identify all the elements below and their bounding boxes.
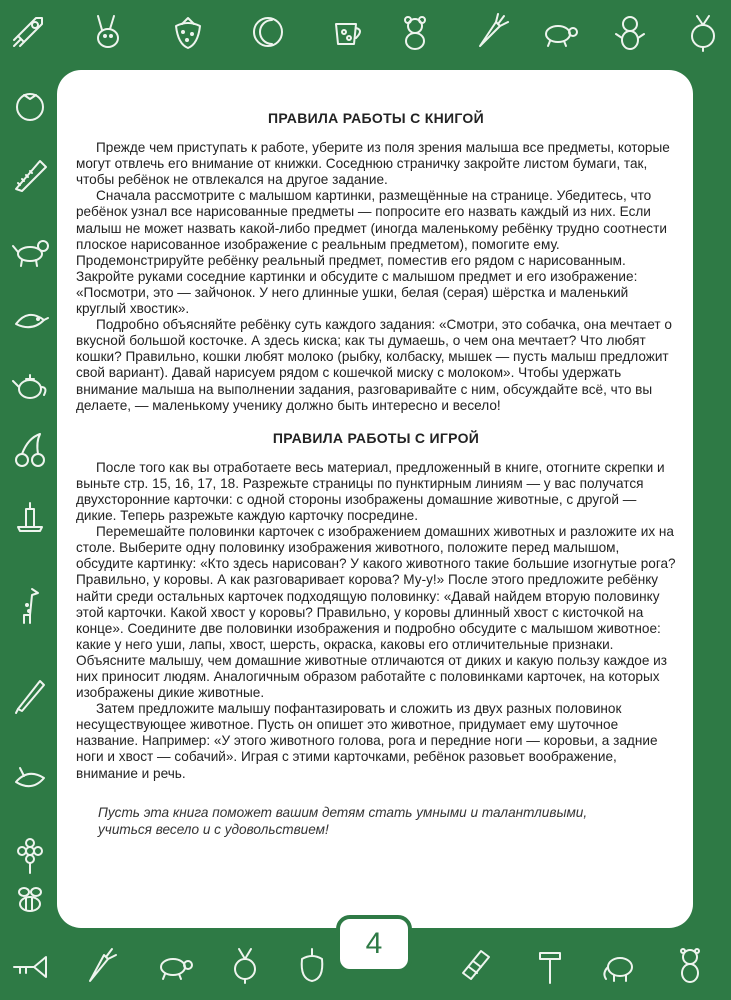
book-rules-paragraph: Сначала рассмотрите с малышом картинки, размещённые на странице. Убедитесь, что ребёнок узнал все нарисованные предметы — попросите его назвать каждый из них. Если малыш не может назвать какой-либо предмет (иногда маленькому ребёнку трудно соотнести плоское нарисованное изображение с реальным предметом), помогите ему. Продемонстрируйте ребёнку реальный предмет, поместив его рядом с нарисованным. Закройте руками соседние картинки и обсудите с малышом предмет и его изображение: «Посмотри, это — зайчонок. У него длинные ушки, белая (серая) шёрстка и маленький круглый хвостик». (76, 188, 667, 317)
carrot-icon (470, 12, 510, 52)
tomato-icon (10, 85, 50, 125)
cup-icon (328, 12, 368, 52)
rocket-icon (8, 12, 48, 52)
turtle-icon (155, 945, 195, 985)
book-rules-heading: ПРАВИЛА РАБОТЫ С КНИГОЙ (268, 110, 484, 126)
bear-cub-icon (670, 945, 710, 985)
game-rules-paragraph: После того как вы отработаете весь материал, предложенный в книге, отогните скрепки и выньте стр. 15, 16, 17, 18. Разрежьте страницы по пунктирным линиям — у вас получатся двухсторонние карточки: с одной стороны изображены домашние животные, с другой — дикие. Теперь разрежьте каждую карточку посредине. (76, 459, 665, 524)
moon-icon (248, 12, 288, 52)
dog-icon (10, 230, 50, 270)
page-number: 4 (365, 927, 383, 960)
bee-icon (10, 880, 50, 920)
trumpet-icon (10, 945, 50, 985)
book-rules-paragraph: Подробно объясняйте ребёнку суть каждого задания: «Смотри, это собачка, она мечтает о вкусной большой косточке. А здесь киска; как ты думаешь, о чем она мечтает? Что любят кошки? Правильно, кошки любят молоко (рыбку, колбаску, мышек — пусть малыш предложит свой вариант). Давай нарисуем рядом с кошечкой миску с молоком». Чтобы удержать внимание малыша на выполнении задания, разговаривайте с ним, обсуждайте всё, что вы делаете, — маленькому ученику должно быть интересно и весело! (76, 317, 672, 413)
turtle-icon (540, 12, 580, 52)
page-content (76, 110, 676, 838)
game-rules-paragraph: Перемешайте половинки карточек с изображением домашних животных и разложите их на столе. Выберите одну половинку изображения животного, положите перед малышом, обсудите картинку: «Кто здесь нарисован? У какого животного такие большие изогнутые рога? Правильно, у коровы. А как разговаривает корова? Му-у!» После этого предложите ребёнку найти среди остальных карточек подходящую половинку: «Давай найдем вторую половинку этой карточки. Какой хвост у коровы? Правильно, у коровы длинный хвост с кисточкой на конце». Соедините две половинки изображения и подробно обсудите с малышом животное: какие у него уши, лапы, хвост, шерсть, окраска, каковы его отличительные признаки. Объясните малышу, чем домашние животные отличаются от диких и какую пользу каждое из них приносит людям. Аналогичным образом работайте с половинками карточек, на которых изображены дикие животные. (76, 524, 676, 701)
bell-pepper-icon (292, 945, 332, 985)
rabbit-icon (88, 12, 128, 52)
teapot-icon (10, 365, 50, 405)
strawberry-icon (168, 12, 208, 52)
candle-icon (10, 495, 50, 535)
flower-icon (10, 835, 50, 875)
pen-icon (10, 675, 50, 715)
book-rules-paragraph: Прежде чем приступать к работе, уберите из поля зрения малыша все предметы, которые могут отвлечь его внимание от книжки. Соседнюю страничку закройте листом бумаги, так, чтобы ребёнок не отвлекался на другое задание. (76, 140, 670, 188)
closing-wish: Пусть эта книга поможет вашим детям стать умными и талантливыми, учиться весело и с удовольствием! (98, 804, 588, 837)
hammer-icon (530, 945, 570, 985)
bear-cub-icon (610, 12, 650, 52)
cherry-icon (10, 430, 50, 470)
bird-icon (10, 760, 50, 800)
game-rules-heading: ПРАВИЛА РАБОТЫ С ИГРОЙ (272, 429, 480, 446)
chocolate-icon (455, 945, 495, 985)
game-rules-paragraph: Затем предложите малышу пофантазировать и сложить из двух разных половинок несуществующее животное. Пусть он опишет это животное, придумает ему шуточное название. Например: «У этого животного голова, рога и передние ноги — коровьи, а задние ноги и хвост — собачий». Играя с этими карточками, ребёнок разовьет воображение, внимание и речь. (76, 701, 658, 781)
radish-icon (683, 12, 723, 52)
giraffe-icon (10, 585, 50, 625)
bird-icon (10, 300, 50, 340)
carrot-icon (80, 945, 120, 985)
saw-icon (10, 155, 50, 195)
radish-icon (225, 945, 265, 985)
page-number-tab (336, 915, 412, 973)
teddy-bear-icon (395, 12, 435, 52)
elephant-icon (600, 945, 640, 985)
